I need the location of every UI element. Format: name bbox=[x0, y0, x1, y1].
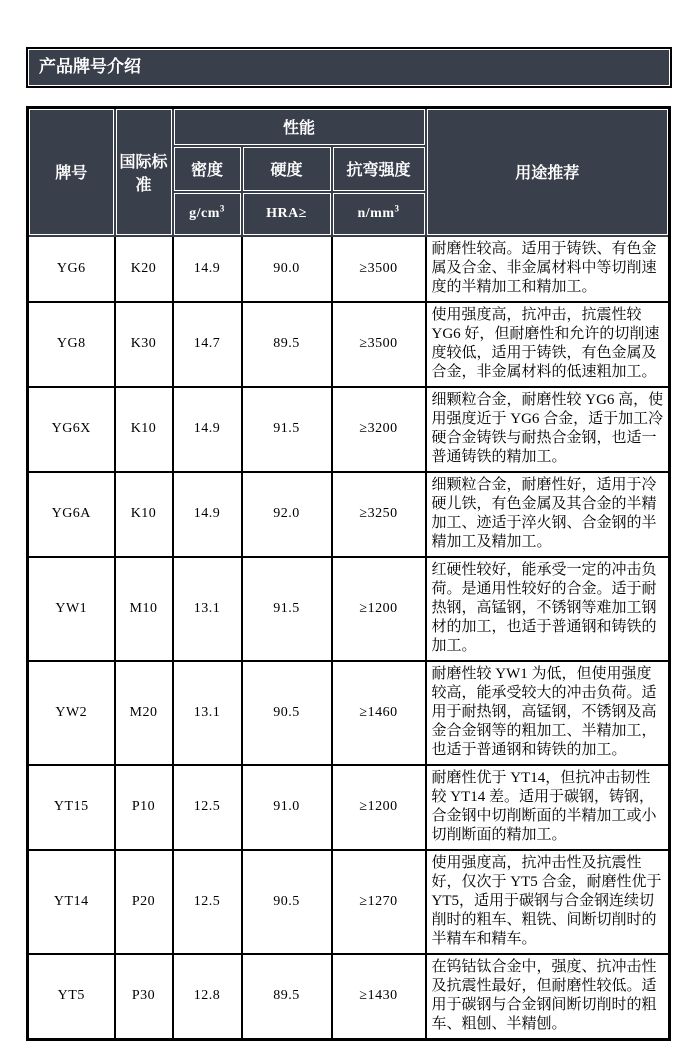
hardness-cell: 91.5 bbox=[242, 557, 332, 661]
page-title: 产品牌号介绍 bbox=[26, 47, 672, 88]
hardness-cell: 92.0 bbox=[242, 472, 332, 557]
hardness-cell: 91.5 bbox=[242, 387, 332, 472]
grade-cell: YG6X bbox=[28, 387, 115, 472]
strength-unit-superscript: 3 bbox=[394, 202, 400, 213]
intl-standard-cell: M10 bbox=[115, 557, 173, 661]
density-cell: 13.1 bbox=[173, 557, 242, 661]
intl-standard-cell: P30 bbox=[115, 954, 173, 1040]
col-header-density: 密度 bbox=[173, 146, 242, 192]
density-cell: 14.9 bbox=[173, 387, 242, 472]
density-cell: 14.9 bbox=[173, 472, 242, 557]
strength-cell: ≥1200 bbox=[332, 557, 426, 661]
grade-cell: YT14 bbox=[28, 850, 115, 954]
hardness-unit-base: HRA≥ bbox=[266, 205, 307, 221]
strength-cell: ≥1430 bbox=[332, 954, 426, 1040]
strength-cell: ≥3200 bbox=[332, 387, 426, 472]
intl-standard-cell: K30 bbox=[115, 302, 173, 387]
strength-cell: ≥3500 bbox=[332, 236, 426, 302]
strength-unit bbox=[332, 192, 426, 236]
usage-cell: 红硬性较好，能承受一定的冲击负荷。是通用性较好的合金。适于耐热钢，高锰钢，不锈钢等难加工钢材的加工，也适于普通钢和铸铁的加工。 bbox=[426, 557, 670, 661]
table-row bbox=[28, 387, 670, 472]
intl-standard-cell: P10 bbox=[115, 765, 173, 850]
grade-cell: YG6A bbox=[28, 472, 115, 557]
col-header-bending-strength: 抗弯强度 bbox=[332, 146, 426, 192]
table-row bbox=[28, 472, 670, 557]
table-header bbox=[28, 108, 670, 236]
hardness-cell: 89.5 bbox=[242, 954, 332, 1040]
hardness-unit bbox=[242, 192, 332, 236]
density-unit-superscript: 3 bbox=[219, 202, 225, 213]
grade-cell: YW1 bbox=[28, 557, 115, 661]
intl-standard-cell: K20 bbox=[115, 236, 173, 302]
intl-standard-cell: P20 bbox=[115, 850, 173, 954]
hardness-cell: 90.0 bbox=[242, 236, 332, 302]
density-unit-base: g/cm bbox=[189, 205, 220, 221]
col-header-performance: 性能 bbox=[173, 108, 426, 146]
table-body bbox=[28, 236, 670, 1040]
hardness-cell: 89.5 bbox=[242, 302, 332, 387]
hardness-cell: 90.5 bbox=[242, 661, 332, 765]
table-row bbox=[28, 557, 670, 661]
table-row bbox=[28, 236, 670, 302]
usage-cell: 细颗粒合金，耐磨性好，适用于冷硬儿铁，有色金属及其合金的半精加工、迹适于淬火钢、合金钢的半精加工及精加工。 bbox=[426, 472, 670, 557]
density-cell: 12.5 bbox=[173, 850, 242, 954]
col-header-hardness: 硬度 bbox=[242, 146, 332, 192]
usage-cell: 耐磨性优于 YT14，但抗冲击韧性较 YT14 差。适用于碳钢，铸钢，合金钢中切削断面的半精加工或小切削断面的精加工。 bbox=[426, 765, 670, 850]
col-header-intl-standard: 国际标准 bbox=[115, 108, 173, 236]
grade-cell: YT15 bbox=[28, 765, 115, 850]
intl-standard-cell: K10 bbox=[115, 387, 173, 472]
strength-unit-base: n/mm bbox=[357, 205, 395, 221]
strength-cell: ≥1200 bbox=[332, 765, 426, 850]
density-cell: 14.9 bbox=[173, 236, 242, 302]
grade-cell: YG8 bbox=[28, 302, 115, 387]
col-header-usage: 用途推荐 bbox=[426, 108, 670, 236]
strength-cell: ≥1270 bbox=[332, 850, 426, 954]
intl-standard-cell: M20 bbox=[115, 661, 173, 765]
usage-cell: 使用强度高，抗冲击，抗震性较YG6 好，但耐磨性和允许的切削速度较低，适用于铸铁，有色金属及合金，非金属材料的低速粗加工。 bbox=[426, 302, 670, 387]
header-row-top bbox=[28, 108, 670, 146]
density-unit bbox=[173, 192, 242, 236]
density-cell: 14.7 bbox=[173, 302, 242, 387]
density-cell: 12.5 bbox=[173, 765, 242, 850]
usage-cell: 细颗粒合金，耐磨性较 YG6 高，使用强度近于 YG6 合金，适于加工冷硬合金铸铁与耐热合金钢，也适一普通铸铁的精加工。 bbox=[426, 387, 670, 472]
usage-cell: 在钨钴钛合金中，强度、抗冲击性及抗震性最好，但耐磨性较低。适用于碳钢与合金钢间断切削时的粗车、粗刨、半精刨。 bbox=[426, 954, 670, 1040]
strength-cell: ≥1460 bbox=[332, 661, 426, 765]
col-header-grade: 牌号 bbox=[28, 108, 115, 236]
hardness-cell: 91.0 bbox=[242, 765, 332, 850]
strength-cell: ≥3250 bbox=[332, 472, 426, 557]
intl-standard-cell: K10 bbox=[115, 472, 173, 557]
product-spec-table bbox=[26, 106, 671, 1041]
usage-cell: 使用强度高，抗冲击性及抗震性好，仅次于 YT5 合金，耐磨性优于 YT5，适用于碳钢与合金钢连续切削时的粗车、粗铣、间断切削时的半精车和精车。 bbox=[426, 850, 670, 954]
grade-cell: YG6 bbox=[28, 236, 115, 302]
table-row bbox=[28, 850, 670, 954]
table-row bbox=[28, 661, 670, 765]
usage-cell: 耐磨性较 YW1 为低，但使用强度较高，能承受较大的冲击负荷。适用于耐热钢，高锰钢，不锈钢及高金合金钢等的粗加工、半精加工，也适于普通钢和铸铁的加工。 bbox=[426, 661, 670, 765]
hardness-cell: 90.5 bbox=[242, 850, 332, 954]
density-cell: 12.8 bbox=[173, 954, 242, 1040]
table-row bbox=[28, 765, 670, 850]
density-cell: 13.1 bbox=[173, 661, 242, 765]
usage-cell: 耐磨性较高。适用于铸铁、有色金属及合金、非金属材料中等切削速度的半精加工和精加工。 bbox=[426, 236, 670, 302]
table-row bbox=[28, 302, 670, 387]
grade-cell: YT5 bbox=[28, 954, 115, 1040]
grade-cell: YW2 bbox=[28, 661, 115, 765]
table-row bbox=[28, 954, 670, 1040]
strength-cell: ≥3500 bbox=[332, 302, 426, 387]
